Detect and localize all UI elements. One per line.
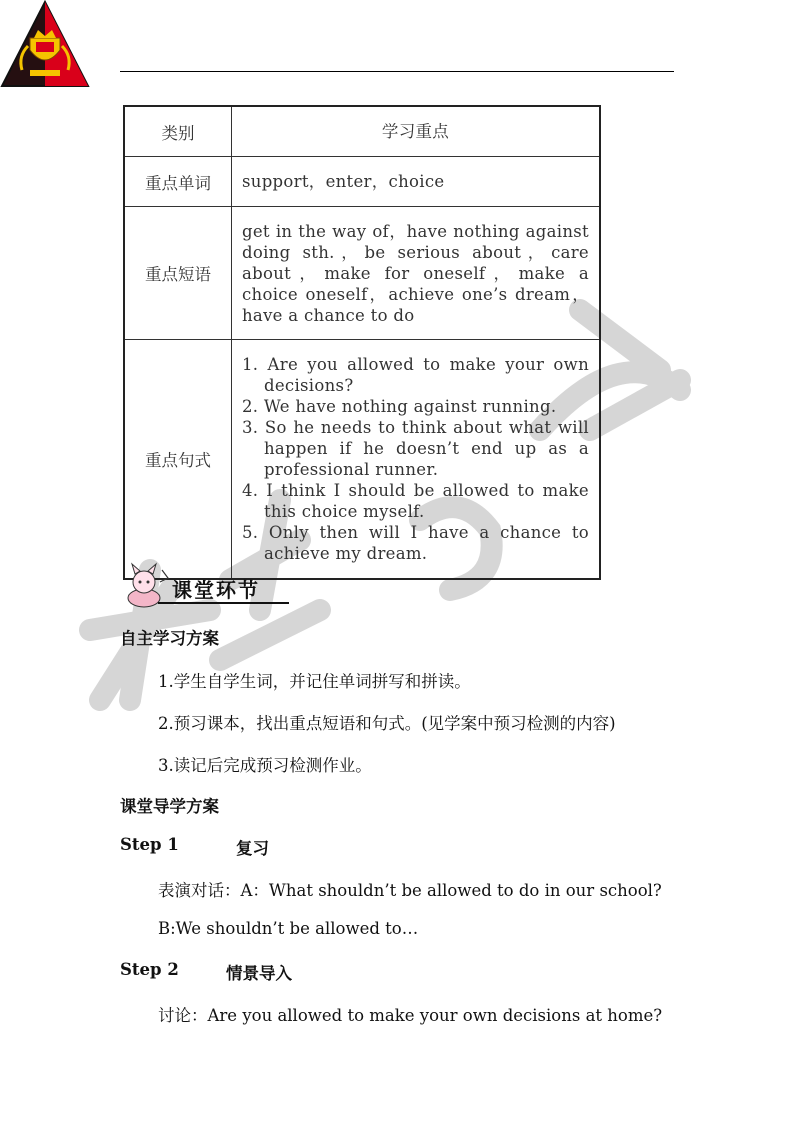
header-rule bbox=[120, 71, 674, 72]
table-row bbox=[124, 207, 600, 340]
self-study-item: 2.预习课本，找出重点短语和句式。(见学案中预习检测的内容) bbox=[158, 714, 616, 733]
school-crest-icon bbox=[0, 0, 90, 88]
category-cell: 重点单词 bbox=[124, 157, 232, 207]
sentence-item: 4. I think I should be allowed to make this choice myself. bbox=[242, 481, 589, 521]
table-row bbox=[124, 157, 600, 207]
category-cell: 重点短语 bbox=[124, 207, 232, 340]
guide-heading: 课堂导学方案 bbox=[120, 797, 219, 816]
table-header-category: 类别 bbox=[124, 106, 232, 157]
dialogue-line-a: 表演对话：A：What shouldn’t be allowed to do in our school? bbox=[158, 881, 662, 900]
content-cell: get in the way of，have nothing against doing sth.，be serious about，care about，make for oneself，make a choice oneself，achieve one’s dream，have a chance to do bbox=[232, 207, 601, 340]
sentence-item: 1. Are you allowed to make your own decisions? bbox=[242, 355, 589, 395]
step2-label: Step 2 bbox=[120, 960, 179, 979]
sentence-item: 2. We have nothing against running. bbox=[242, 397, 557, 416]
self-study-item: 3.读记后完成预习检测作业。 bbox=[158, 756, 372, 775]
section-underline bbox=[158, 602, 289, 604]
category-cell: 重点句式 bbox=[124, 340, 232, 580]
self-study-item: 1.学生自学生词，并记住单词拼写和拼读。 bbox=[158, 672, 471, 691]
step2-title: 情景导入 bbox=[226, 964, 292, 983]
sentence-item: 5. Only then will I have a chance to achieve my dream. bbox=[242, 523, 589, 563]
table-header-row bbox=[124, 106, 600, 157]
dialogue-line-b: B:We shouldn’t be allowed to… bbox=[158, 919, 419, 938]
sentence-list bbox=[242, 354, 589, 564]
key-points-table bbox=[123, 105, 601, 580]
self-study-heading: 自主学习方案 bbox=[120, 629, 219, 648]
table-header-focus: 学习重点 bbox=[232, 106, 601, 157]
content-cell: support，enter，choice bbox=[232, 157, 601, 207]
section-title: 课堂环节 bbox=[172, 578, 260, 602]
sentence-item: 3. So he needs to think about what will happen if he doesn’t end up as a professional runner. bbox=[242, 418, 589, 479]
content-cell bbox=[232, 340, 601, 580]
discussion-line: 讨论：Are you allowed to make your own decisions at home? bbox=[158, 1006, 663, 1025]
step1-label: Step 1 bbox=[120, 835, 179, 854]
step1-heading bbox=[120, 835, 269, 858]
step1-title: 复习 bbox=[236, 839, 269, 858]
step2-heading bbox=[120, 960, 292, 983]
table-row bbox=[124, 340, 600, 580]
